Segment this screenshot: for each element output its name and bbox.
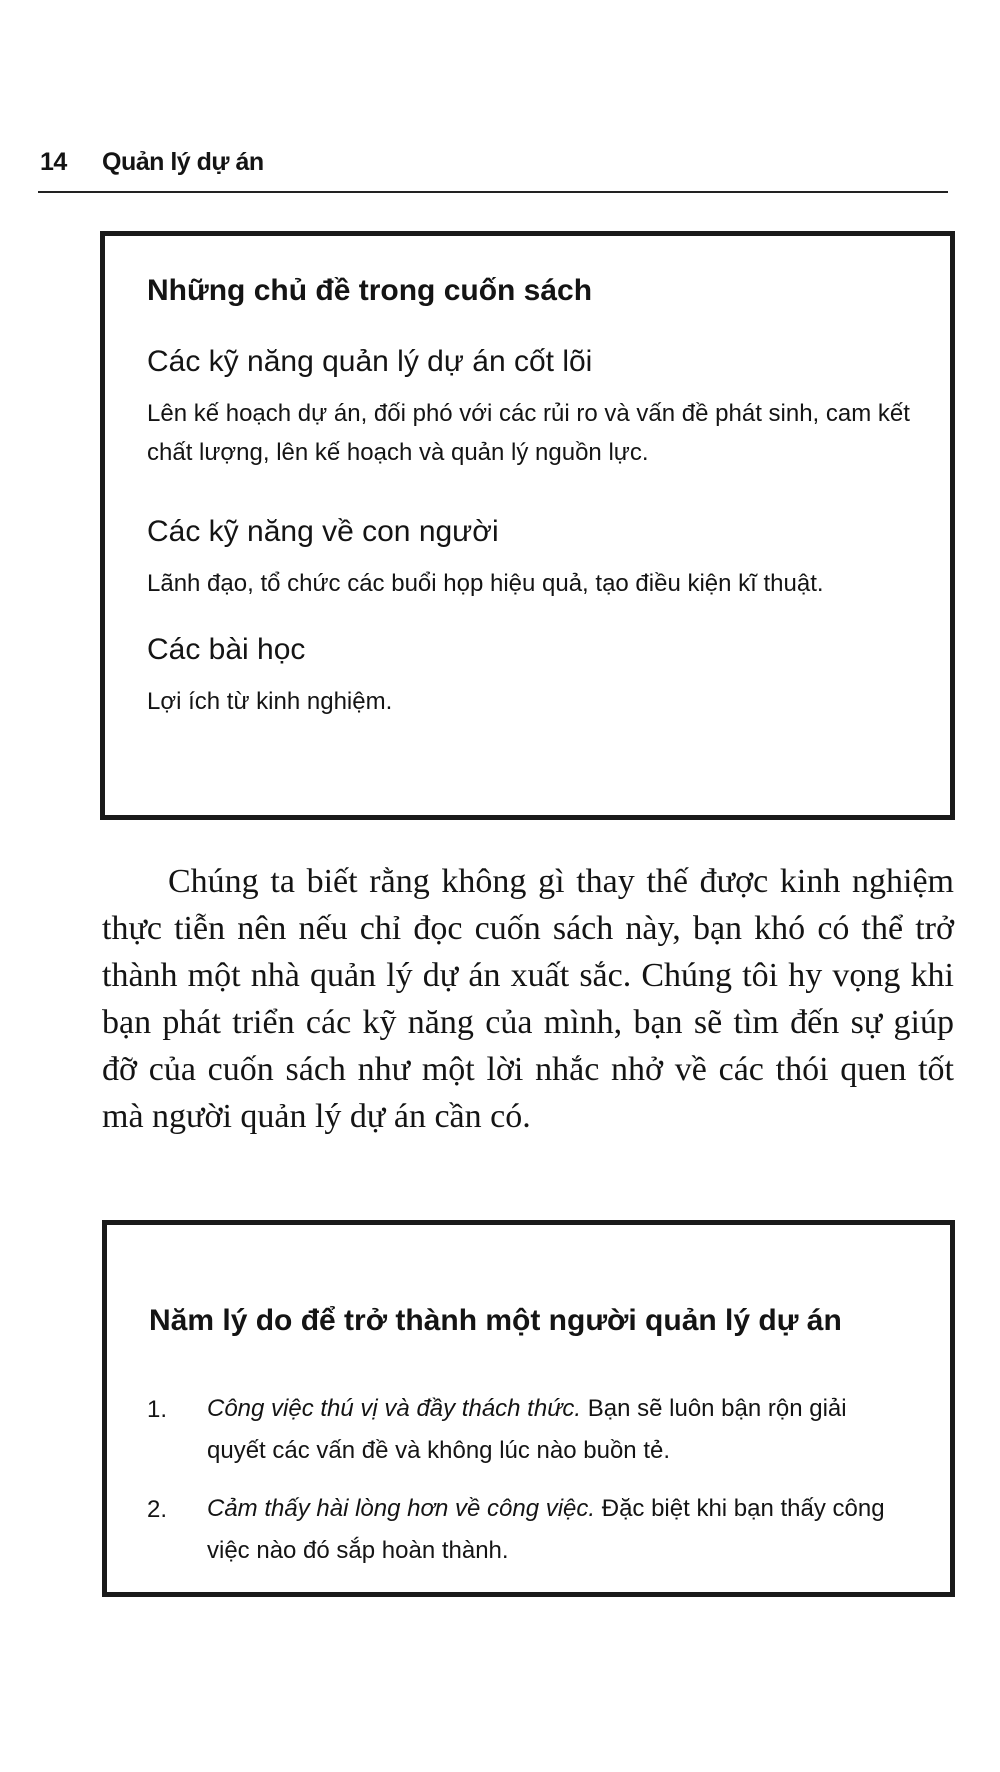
list-item [207, 1388, 907, 1472]
running-title: Quản lý dự án [102, 148, 264, 176]
page-number: 14 [40, 148, 67, 176]
header-rule [38, 191, 948, 193]
section-heading-core-skills: Các kỹ năng quản lý dự án cốt lõi [147, 345, 593, 378]
reasons-box-title: Năm lý do để trở thành một người quản lý dự án [149, 1304, 842, 1337]
list-item-text: Bạn sẽ luôn bận rộn giải quyết các vấn đề và không lúc nào buồn tẻ. [207, 1395, 847, 1464]
reasons-box [102, 1220, 955, 1597]
body-paragraph: Chúng ta biết rằng không gì thay thế được kinh nghiệm thực tiễn nên nếu chỉ đọc cuốn sách này, bạn khó có thể trở thành một nhà quản lý dự án xuất sắc. Chúng tôi hy vọng khi bạn phát triển các kỹ năng của mình, bạn sẽ tìm đến sự giúp đỡ của cuốn sách như một lời nhắc nhở về các thói quen tốt mà người quản lý dự án cần có. [102, 863, 954, 1135]
list-item [207, 1488, 907, 1572]
section-text-lessons: Lợi ích từ kinh nghiệm. [147, 688, 393, 715]
list-item-number: 1. [147, 1396, 168, 1423]
topics-box-title: Những chủ đề trong cuốn sách [147, 274, 593, 307]
section-text-people-skills: Lãnh đạo, tổ chức các buổi họp hiệu quả, tạo điều kiện kĩ thuật. [147, 570, 824, 597]
section-text-core-skills: Lên kế hoạch dự án, đối phó với các rủi ro và vấn đề phát sinh, cam kết chất lượng, lên kế hoạch và quản lý nguồn lực. [147, 400, 910, 466]
section-heading-lessons: Các bài học [147, 633, 306, 666]
list-item-lead: Cảm thấy hài lòng hơn về công việc. [207, 1495, 596, 1522]
list-item-lead: Công việc thú vị và đầy thách thức. [207, 1395, 582, 1422]
list-item-text: Đặc biệt khi bạn thấy công việc nào đó sắp hoàn thành. [207, 1495, 885, 1564]
running-head [40, 148, 264, 177]
topics-box [100, 231, 955, 820]
section-heading-people-skills: Các kỹ năng về con người [147, 515, 499, 548]
list-item-number: 2. [147, 1496, 168, 1523]
